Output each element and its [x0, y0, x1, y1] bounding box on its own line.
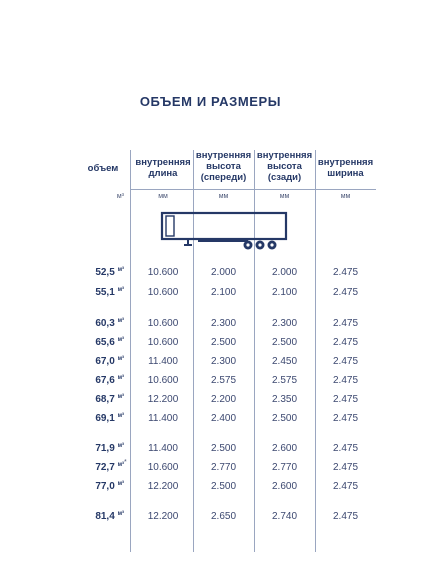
length-cell: 10.600	[147, 462, 179, 473]
width-cell: 2.475	[332, 318, 359, 329]
width-cell: 2.475	[332, 413, 359, 424]
height-rear-cell: 2.450	[271, 356, 298, 367]
volume-unit: м³	[117, 511, 124, 517]
volume-value: 77,0	[95, 481, 115, 492]
height-front-cell: 2.000	[210, 267, 237, 278]
height-front-cell: 2.500	[210, 481, 237, 492]
volume-value: 69,1	[95, 413, 115, 424]
volume-value: 67,0	[95, 356, 115, 367]
volume-value: 71,9	[95, 443, 115, 454]
length-cell: 10.600	[147, 267, 179, 278]
volume-cell	[72, 318, 124, 329]
height-front-cell: 2.500	[210, 337, 237, 348]
height-rear-cell: 2.740	[271, 511, 298, 522]
height-rear-cell: 2.600	[271, 481, 298, 492]
trailer-icon	[158, 210, 290, 256]
header-divider	[130, 189, 376, 190]
volume-cell	[72, 481, 124, 492]
volume-unit: м³	[117, 462, 124, 468]
width-cell: 2.475	[332, 511, 359, 522]
volume-cell	[72, 462, 124, 473]
table-row	[0, 413, 421, 427]
volume-cell	[72, 413, 124, 424]
table-row	[0, 459, 421, 476]
volume-unit: м³	[117, 287, 124, 293]
width-cell: 2.475	[332, 356, 359, 367]
volume-unit: м³	[117, 356, 124, 362]
volume-unit: м³	[117, 413, 124, 419]
length-cell: 12.200	[147, 394, 179, 405]
table-row	[0, 318, 421, 332]
length-cell: 11.400	[148, 413, 178, 424]
volume-cell	[72, 375, 124, 386]
height-front-cell: 2.200	[210, 394, 237, 405]
header-width: внутренняя ширина	[317, 157, 374, 179]
volume-unit: м³	[117, 394, 124, 400]
volume-cell	[72, 511, 124, 522]
footnote-marker: *	[124, 459, 127, 466]
volume-cell	[72, 287, 124, 298]
volume-value: 72,7	[95, 462, 115, 473]
table-row	[0, 337, 421, 351]
length-cell: 11.400	[148, 443, 178, 454]
unit-length: мм	[158, 193, 168, 200]
volume-value: 55,1	[95, 287, 115, 298]
length-cell: 12.200	[147, 481, 179, 492]
table-row	[0, 287, 421, 301]
unit-width: мм	[340, 193, 351, 200]
volume-value: 81,4	[95, 511, 115, 522]
volume-unit: м³	[117, 481, 124, 487]
length-cell: 10.600	[147, 337, 179, 348]
table-row	[0, 443, 421, 457]
volume-value: 65,6	[95, 337, 115, 348]
table-row	[0, 481, 421, 495]
height-rear-cell: 2.575	[271, 375, 298, 386]
header-height-front: внутренняя высота (спереди)	[195, 150, 252, 183]
length-cell: 11.400	[148, 356, 178, 367]
width-cell: 2.475	[332, 462, 359, 473]
volume-value: 68,7	[95, 394, 115, 405]
length-cell: 10.600	[147, 318, 179, 329]
height-rear-cell: 2.600	[271, 443, 298, 454]
height-front-cell: 2.500	[210, 443, 237, 454]
page-title: ОБЪЕМ И РАЗМЕРЫ	[139, 94, 282, 109]
width-cell: 2.475	[332, 337, 359, 348]
volume-value: 52,5	[95, 267, 115, 278]
unit-height-front: мм	[218, 193, 229, 200]
volume-cell	[72, 356, 124, 367]
width-cell: 2.475	[332, 267, 359, 278]
height-rear-cell: 2.350	[271, 394, 298, 405]
height-front-cell: 2.650	[210, 511, 237, 522]
volume-unit: м³	[117, 375, 124, 381]
volume-cell	[72, 443, 124, 454]
volume-unit: м³	[117, 337, 124, 343]
length-cell: 10.600	[147, 375, 179, 386]
table-row	[0, 356, 421, 370]
volume-cell	[72, 394, 124, 405]
table-row	[0, 375, 421, 389]
height-rear-cell: 2.500	[271, 413, 298, 424]
length-cell: 10.600	[147, 287, 179, 298]
height-front-cell: 2.575	[210, 375, 237, 386]
height-front-cell: 2.770	[210, 462, 237, 473]
height-rear-cell: 2.500	[271, 337, 298, 348]
height-rear-cell: 2.770	[271, 462, 298, 473]
height-front-cell: 2.100	[210, 287, 237, 298]
width-cell: 2.475	[332, 481, 359, 492]
table-row	[0, 394, 421, 408]
height-front-cell: 2.300	[210, 356, 237, 367]
length-cell: 12.200	[147, 511, 179, 522]
header-volume: объем	[87, 163, 119, 174]
header-height-rear: внутренняя высота (сзади)	[256, 150, 313, 183]
table-row	[0, 511, 421, 525]
volume-unit: м³	[117, 267, 124, 273]
height-rear-cell: 2.000	[271, 267, 298, 278]
volume-unit: м³	[117, 443, 124, 449]
unit-volume: м³	[116, 193, 124, 200]
header-length: внутренняя длина	[135, 157, 191, 179]
volume-unit: м³	[117, 318, 124, 324]
width-cell: 2.475	[332, 287, 359, 298]
width-cell: 2.475	[332, 375, 359, 386]
height-front-cell: 2.300	[210, 318, 237, 329]
width-cell: 2.475	[332, 394, 359, 405]
unit-height-rear: мм	[279, 193, 290, 200]
volume-value: 60,3	[95, 318, 115, 329]
width-cell: 2.475	[332, 443, 359, 454]
table-row	[0, 267, 421, 281]
volume-cell	[72, 267, 124, 278]
height-front-cell: 2.400	[210, 413, 237, 424]
height-rear-cell: 2.100	[271, 287, 298, 298]
volume-cell	[72, 337, 124, 348]
volume-value: 67,6	[95, 375, 115, 386]
height-rear-cell: 2.300	[271, 318, 298, 329]
